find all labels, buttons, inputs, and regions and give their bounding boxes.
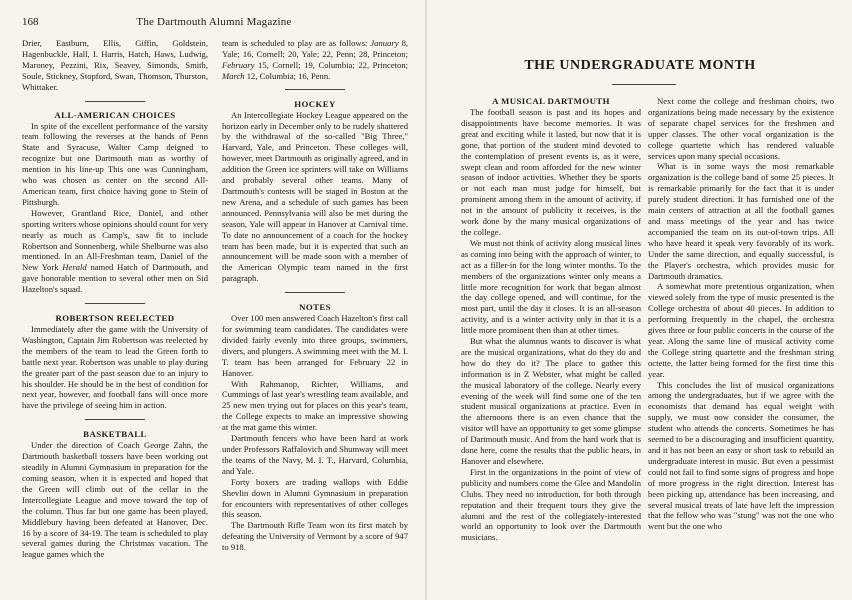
notes-heading: NOTES (299, 302, 331, 313)
left-page (0, 0, 424, 600)
musical-paragraph-2: We must not think of activity along musical lines as coming into being with the approach of winter, to act as a filler-in for the long winter months. To the members of the organizations winter only means a little more recognition for work that began almost the day college opened, and will continue, for the most part, until the day it closes. It is an all-season activity, and is a winter activity only in that it is a little more prominent then than at other times. (461, 237, 641, 336)
hockey-heading: HOCKEY (294, 98, 336, 109)
right-page (428, 0, 852, 600)
musical-paragraph-5: Next come the college and freshman choirs, two organizations being made necessary by the existence of separate chapel services for the freshmen and upper classes. The other vocal organization is the college quartette which has rendered valuable services upon many special occasions. (648, 96, 834, 161)
notes-wrestling: With Rahmanop, Richter, Williams, and Cummings of last year's wrestling team available, and 25 new men trying out for places on this year's team, the College expects to make an impressive showing at the mat game this winter. (222, 378, 408, 433)
section-divider (285, 292, 345, 293)
magazine-title: The Dartmouth Alumni Magazine (136, 16, 292, 28)
page-number: 168 (22, 16, 39, 28)
musical-paragraph-7: A somewhat more pretentious organization, when viewed solely from the type of music presented is the College orchestra of about 40 pieces. In addition to performing frequently in the chapel, the orchestra gives three or four public concerts in the course of the year. Along the same line of musical activity come the College string quartette and the freshman string octette, the latter being formed for the first time this year. (648, 281, 834, 379)
right-column-2 (648, 96, 834, 596)
notes-fencing: Dartmouth fencers who have been hard at work under Professors Raffalovich and Shumway will meet the teams of the Navy, M. I. T., Harvard, Columbia, and Yale. (222, 433, 408, 476)
notes-rifle: The Dartmouth Rifle Team won its first match by defeating the University of Vermont by a score of 947 to 918. (222, 520, 408, 553)
all-american-paragraph-1: In spite of the excellent performance of the varsity team following the reverses at the hands of Penn State and Syracuse, Walter Camp deigned to recognize but one Dartmouth man as worthy of mention in his line-up This one was Cunningham, who was chosen as center on the second All-American team, first choice having gone to Stein of Pittsburgh. (22, 120, 208, 207)
notes-boxing: Forty boxers are trading wallops with Eddie Shevlin down in Alumni Gymnasium in preparation for encounters with representatives of other colleges this season. (222, 476, 408, 520)
section-divider (85, 303, 145, 304)
musical-dartmouth-heading: A MUSICAL DARTMOUTH (492, 96, 610, 106)
running-head (22, 16, 406, 32)
left-column-2 (222, 38, 408, 598)
musical-paragraph-4: First in the organizations in the point of view of publicity and numbers come the Glee and Mandolin Clubs. They need no introduction, for both through reputation and their frequent tours they give the alumni and the rest of the collegiately-interested world an opportunity to look over the Dartmouth musicians. (461, 466, 641, 543)
basketball-paragraph: Under the direction of Coach George Zahn, the Dartmouth basketball tossers have been working out steadily in Alumni Gymnasium in preparation for the coming season, when it is expected and hoped that the Green will climb out of the cellar in the Intercollegiate League and move toward the top of the column. Thus far but one game has been played, Middlebury having been defeated at Hanover, Dec. 16 by a score of 34-19. The team is scheduled to play several games during the Christmas vacation. The league games which the (22, 440, 208, 560)
hockey-paragraph: An Intercollegiate Hockey League appeared on the horizon early in December only to be rudely shattered by the withdrawal of the so-called "Big Three," Harvard, Yale, and Princeton. These colleges will, however, meet Dartmouth as originally agreed, and in addition the Green ice sprinters will take on Williams and probably several other teams. Many of Dartmouth's contests will be staged in Boston at the new Arena, and a schedule of such games has been announced. Pennsylvania will also be met during the season, Yale will appear in Hanover at Carnival time. To date no announcement of a coach for the hockey team has been made, but it is expected that such an announcement will be made soon with a member of the American Olympic team named in the first paragraph. (222, 109, 408, 284)
basketball-heading: BASKETBALL (83, 429, 147, 440)
notes-swimming: Over 100 men answered Coach Hazelton's first call for swimming team candidates. The candidates were divided fairly evenly into three groups, swimmers, divers, and plungers. A swimming meet with the M. I. T. team has been arranged for February 22 in Hanover. (222, 313, 408, 378)
all-american-heading: ALL-AMERICAN CHOICES (54, 109, 176, 120)
all-american-paragraph-2: However, Grantland Rice, Daniel, and other sporting writers whose opinions should count for very nearly as much as Camp's, saw fit to include Robertson and Sonnenberg, while Shelburne was also mentioned. In an All-Freshman team, Daniel of the New York Herald named Hatch of Dartmouth, and gave honorable mention to several other men on Sid Hazelton's squad. (22, 207, 208, 295)
section-title: THE UNDERGRADUATE MONTH (524, 58, 756, 73)
title-rule (612, 84, 676, 85)
section-divider (85, 101, 145, 102)
roster-continuation: Drier, Eastburn, Ellis, Giffin, Goldstein, Hagenbuckle, Hall, I. Harris, Hatch, Haws, Ludwig, Maroney, Pezzini, Rix, Seavey, Simonds, Smith, Soule, Stickney, Stopford, Swan, Thomson, Thurston, Whittaker. (22, 38, 208, 92)
left-column-1 (22, 38, 208, 598)
basketball-schedule: team is scheduled to play are as follows: January 8, Yale; 16, Cornell; 20, Yale; 22, Penn; 28, Princeton; February 15, Cornell; 19, Columbia; 22, Princeton; March 12, Columbia; 16, Penn. (222, 38, 408, 81)
musical-paragraph-3: But what the alumnus wants to discover is what are the musical organizations, what do they do and how do they do it? The place to gather this information is in Z Webster, what might be called the musical laboratory of the college. Nearly every evening of the week will find some one of the ten student musical organizations at practice. Even in the afternoons there is an even chance that the visitor will have an opportunity to get some glimpse of Dartmouth music. And from the hard work that is done here, come the results that the public hears, in Hanover and elsewhere. (461, 336, 641, 466)
section-divider (85, 419, 145, 420)
section-divider (285, 89, 345, 90)
robertson-heading: ROBERTSON REELECTED (55, 313, 175, 324)
musical-paragraph-8: This concludes the list of musical organizations among the undergraduates, but if we agree with the economists that demand has equal weight with supply, we must now consider the consumer, the student who attends the concerts. Sometimes he has seemed to be a discouraging and insufficient quantity, and it has not been an easy or short task to rebuild an undergraduate interest in music. But even a pessimist could not fail to find some signs of progress and hope of more progress in the right direction. Interest has been picking up, attendance has been increasing, and several musical treats of late have left the impression that the fellow who was "stung" was not the one who went but the one who (648, 379, 834, 532)
page-gutter (425, 0, 427, 600)
musical-paragraph-6: What is in some ways the most remarkable organization is the college band of some 25 pieces. It is remarkable primarily for the fact that it is under purely student direction. It has furnished one of the main centers of attraction at all the football games and mass meetings of the year and has twice accompanied the team on its out-of-town trips. All who have heard it speak very favorably of its work. Under the same direction, and equally successful, is the Player's orchestra, which provides music for Dartmouth dramatics. (648, 161, 834, 281)
robertson-paragraph: Immediately after the game with the University of Washington, Captain Jim Robertson was reelected by the members of the team to lead the Green forth to battle next year. Robertson was unable to play during the greater part of the past season due to an injury to his shoulder. He should be in the best of condition for next year, however, and football fans will once more have the privilege of seeing him in action. (22, 324, 208, 411)
musical-paragraph-1: The football season is past and its hopes and disappointments have become memories. It was great and exciting while it lasted, but now that it is gone, that portion of the student mind devoted to the contemplation of present events is, as it were, swept clean and room afforded for the new winter season of indoor activities. Whether they be sports or not each man must judge for himself, but prominent among them in the amount of activity, if not in the amount of publicity it receives, is the work done by the many musical organizations of the college. (461, 107, 641, 237)
right-column-1 (461, 96, 641, 596)
